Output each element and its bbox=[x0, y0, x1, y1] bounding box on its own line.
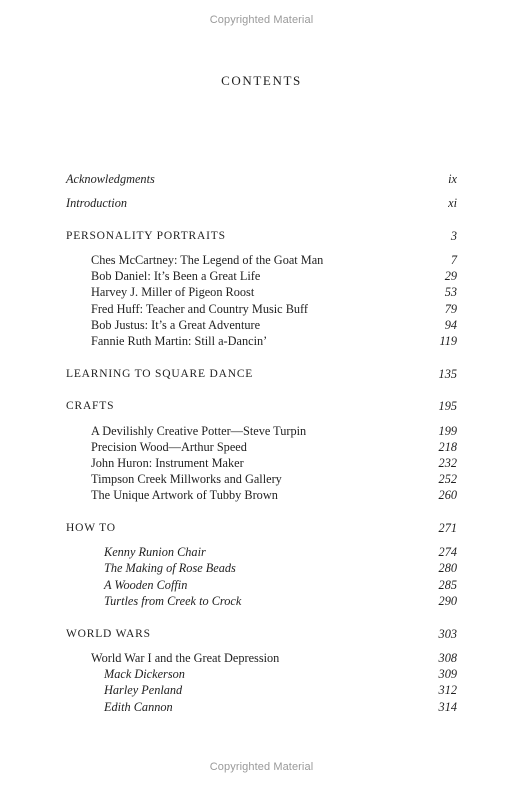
toc-entry bbox=[0, 544, 523, 560]
toc-entry-page: 232 bbox=[438, 456, 457, 470]
toc-entry-page: 260 bbox=[438, 488, 457, 502]
toc-entry-page: ix bbox=[448, 172, 457, 186]
toc-entry-page: 312 bbox=[438, 683, 457, 697]
toc-entry-label: Kenny Runion Chair bbox=[104, 545, 206, 559]
toc-entry-label: John Huron: Instrument Maker bbox=[91, 456, 244, 470]
toc-entry-label: Bob Justus: It’s a Great Adventure bbox=[91, 318, 261, 332]
toc-entry-label: Turtles from Creek to Crock bbox=[104, 594, 242, 608]
toc-entry-page: 7 bbox=[450, 253, 457, 267]
toc-section-square-dance bbox=[0, 366, 523, 382]
toc-entry-label: Ches McCartney: The Legend of the Goat Man bbox=[91, 253, 324, 267]
watermark-bottom: Copyrighted Material bbox=[209, 761, 314, 773]
toc-entry-page: 314 bbox=[438, 700, 457, 714]
toc-entry-page: 274 bbox=[438, 545, 457, 559]
toc-section-label: WORLD WARS bbox=[66, 628, 151, 640]
toc-entry bbox=[0, 577, 523, 593]
toc-entry bbox=[0, 317, 523, 333]
toc-entry bbox=[0, 487, 523, 503]
toc-entry-label: World War I and the Great Depression bbox=[91, 651, 280, 665]
toc-entry bbox=[0, 666, 523, 682]
watermark-top: Copyrighted Material bbox=[209, 14, 314, 26]
toc-entry-label: Edith Cannon bbox=[104, 700, 173, 714]
toc-entry-page: 308 bbox=[438, 651, 457, 665]
toc-entry-label: Harvey J. Miller of Pigeon Roost bbox=[91, 285, 255, 299]
toc-entry-label: The Unique Artwork of Tubby Brown bbox=[91, 488, 278, 502]
toc-entry-page: 195 bbox=[438, 399, 457, 413]
toc-entry-label: Mack Dickerson bbox=[104, 667, 185, 681]
toc-entry bbox=[0, 471, 523, 487]
toc-entry-page: 271 bbox=[438, 521, 457, 535]
toc-entry-page: 218 bbox=[438, 440, 457, 454]
toc-section-label: CRAFTS bbox=[66, 400, 115, 412]
toc-entry bbox=[0, 301, 523, 317]
page-title: CONTENTS bbox=[221, 73, 302, 88]
toc-entry-page: 252 bbox=[438, 472, 457, 486]
toc-entry-label: Harley Penland bbox=[104, 683, 183, 697]
toc-entry-label: The Making of Rose Beads bbox=[104, 561, 236, 575]
toc-section-label: LEARNING TO SQUARE DANCE bbox=[66, 368, 254, 380]
toc-entry-page: xi bbox=[448, 196, 457, 210]
toc-entry bbox=[0, 268, 523, 284]
toc-section-personality-portraits bbox=[0, 228, 523, 244]
toc-entry bbox=[0, 439, 523, 455]
toc-entry-label: A Wooden Coffin bbox=[104, 578, 188, 592]
toc-entry-page: 285 bbox=[438, 578, 457, 592]
toc-entry-page: 303 bbox=[438, 627, 457, 641]
toc-entry-page: 135 bbox=[438, 367, 457, 381]
toc-entry-label: Introduction bbox=[66, 196, 128, 210]
toc-entry-label: Fred Huff: Teacher and Country Music Buff bbox=[91, 302, 309, 316]
toc-entry-page: 280 bbox=[438, 561, 457, 575]
toc-section-crafts bbox=[0, 398, 523, 414]
toc-entry bbox=[0, 682, 523, 698]
toc-section-label: HOW TO bbox=[66, 522, 116, 534]
toc-entry bbox=[0, 284, 523, 300]
toc-entry bbox=[0, 560, 523, 576]
toc-entry bbox=[0, 333, 523, 349]
toc-entry-introduction bbox=[0, 195, 523, 211]
toc-entry-label: Precision Wood—Arthur Speed bbox=[91, 440, 247, 454]
toc-entry bbox=[0, 455, 523, 471]
toc-entry-page: 290 bbox=[438, 594, 457, 608]
toc-section-world-wars bbox=[0, 626, 523, 642]
toc-entry bbox=[0, 423, 523, 439]
toc-entry-label: Fannie Ruth Martin: Still a-Dancin’ bbox=[91, 334, 268, 348]
toc-entry-page: 119 bbox=[439, 334, 457, 348]
toc-section-label: PERSONALITY PORTRAITS bbox=[66, 230, 226, 242]
toc-entry-page: 79 bbox=[444, 302, 457, 316]
toc-entry bbox=[0, 252, 523, 268]
toc-section-how-to bbox=[0, 520, 523, 536]
toc-entry-label: Bob Daniel: It’s Been a Great Life bbox=[91, 269, 261, 283]
toc-entry-page: 3 bbox=[450, 229, 457, 243]
toc-entry-page: 199 bbox=[438, 424, 457, 438]
toc-entry-acknowledgments bbox=[0, 171, 523, 187]
toc-entry-label: Acknowledgments bbox=[66, 172, 155, 186]
toc-entry-page: 53 bbox=[444, 285, 457, 299]
toc-entry bbox=[0, 650, 523, 666]
toc-entry-page: 309 bbox=[438, 667, 457, 681]
toc-entry bbox=[0, 593, 523, 609]
toc-entry-page: 29 bbox=[444, 269, 457, 283]
toc-entry-page: 94 bbox=[444, 318, 457, 332]
toc-entry-label: A Devilishly Creative Potter—Steve Turpin bbox=[91, 424, 307, 438]
toc-entry bbox=[0, 699, 523, 715]
toc-entry-label: Timpson Creek Millworks and Gallery bbox=[91, 472, 282, 486]
